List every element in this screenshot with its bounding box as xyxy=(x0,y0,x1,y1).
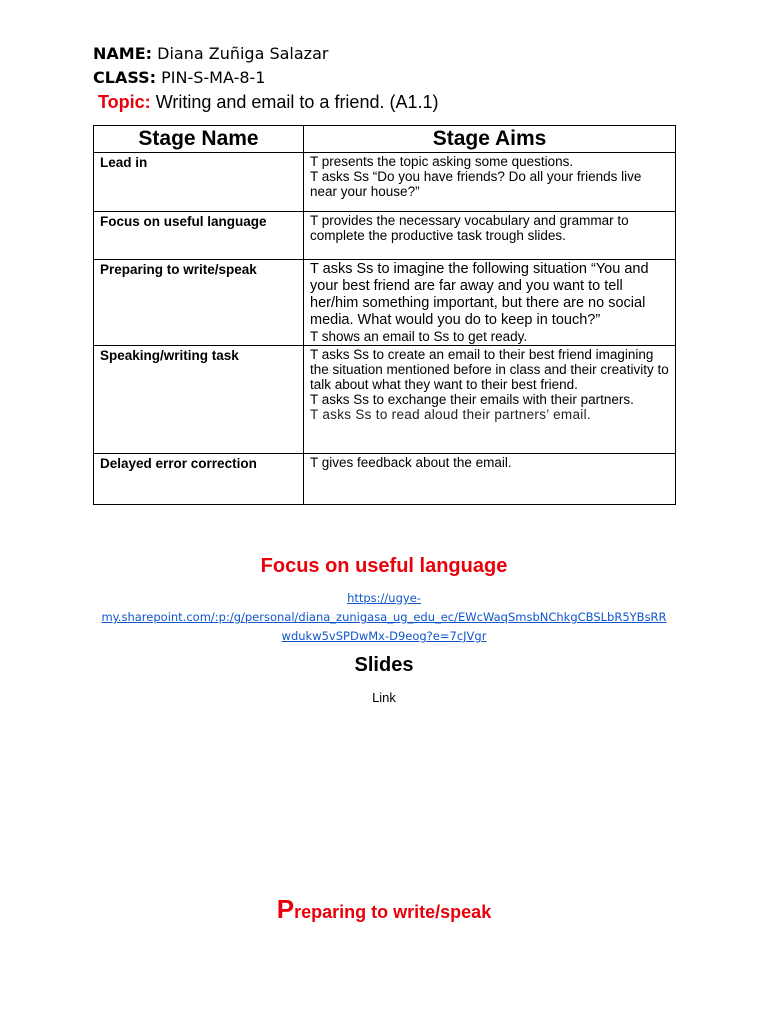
link-line[interactable]: wdukw5vSPDwMx-D9eog?e=7cJVgr xyxy=(281,629,487,643)
class-label: CLASS: xyxy=(93,68,157,87)
link-line[interactable]: https://ugye- xyxy=(347,591,421,605)
stage-name-cell: Delayed error correction xyxy=(94,454,304,505)
topic-value: Writing and email to a friend. (A1.1) xyxy=(155,92,439,112)
class-value: PIN-S-MA-8-1 xyxy=(161,68,266,87)
name-line xyxy=(93,44,328,63)
stage-name-cell: Focus on useful language xyxy=(94,212,304,260)
stage-aims-cell xyxy=(304,454,676,505)
focus-section-title: Focus on useful language xyxy=(260,555,508,577)
table-header-row xyxy=(94,126,676,153)
topic-line xyxy=(93,92,438,113)
lesson-plan-table xyxy=(93,125,676,505)
topic-label: Topic: xyxy=(98,92,151,112)
table-row xyxy=(94,153,676,212)
stage-name-cell: Lead in xyxy=(94,153,304,212)
aim-line: T asks Ss to read aloud their partners’ email. xyxy=(310,407,591,422)
preparing-section-title xyxy=(0,894,768,925)
title-rest: reparing to write/speak xyxy=(294,902,492,922)
stage-name-cell: Preparing to write/speak xyxy=(94,260,304,346)
class-line xyxy=(93,68,265,87)
table-row xyxy=(94,260,676,346)
stage-aims-cell xyxy=(304,212,676,260)
title-initial: P xyxy=(276,894,295,924)
stage-name-cell: Speaking/writing task xyxy=(94,346,304,454)
slides-title: Slides xyxy=(354,654,414,676)
aim-line: T asks Ss “Do you have friends? Do all your friends live near your house?” xyxy=(310,169,642,199)
stage-aims-header: Stage Aims xyxy=(304,126,676,153)
stage-name-header: Stage Name xyxy=(94,126,304,153)
sharepoint-link[interactable] xyxy=(80,589,688,646)
aim-line: T asks Ss to imagine the following situation “You and your best friend are far away and you want to tell her/him something important, but there are no social media. What would you do to keep in touch?” xyxy=(310,261,649,328)
slides-link-label: Link xyxy=(372,690,396,705)
aim-line: T provides the necessary vocabulary and grammar to complete the productive task trough slides. xyxy=(310,213,629,243)
link-line[interactable]: my.sharepoint.com/:p:/g/personal/diana_zunigasa_ug_edu_ec/EWcWaqSmsbNChkgCBSLbR5YBsRR xyxy=(101,610,667,624)
name-value: Diana Zuñiga Salazar xyxy=(157,44,329,63)
aim-line: T presents the topic asking some questions. xyxy=(310,154,574,169)
table-row xyxy=(94,454,676,505)
name-label: NAME: xyxy=(93,44,153,63)
aim-line: T asks Ss to create an email to their best friend imagining the situation mentioned before in class and their creativity to talk about what they want to their best friend. xyxy=(310,347,669,392)
table-row xyxy=(94,212,676,260)
stage-aims-cell xyxy=(304,153,676,212)
aim-line: T asks Ss to exchange their emails with their partners. xyxy=(310,392,634,407)
aim-line: T gives feedback about the email. xyxy=(310,455,512,470)
table-row xyxy=(94,346,676,454)
stage-aims-cell xyxy=(304,260,676,346)
aim-line: T shows an email to Ss to get ready. xyxy=(310,329,528,344)
stage-aims-cell xyxy=(304,346,676,454)
